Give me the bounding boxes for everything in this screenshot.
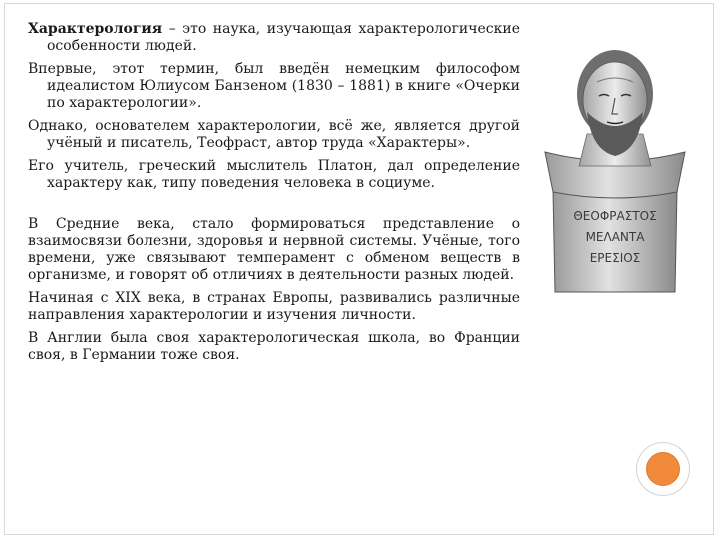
paragraph-schools: В Англии была своя характерологическая школа, во Франции своя, в Германии тоже своя.	[28, 330, 520, 363]
theophrastus-bust-image	[535, 42, 695, 298]
decorative-circle	[636, 442, 690, 496]
paragraph-xix-century: Начиная с XIX века, в странах Европы, развивались различные направления характерологии и изучения личности.	[28, 290, 520, 323]
inscription-line-3: ΕΡΕΣΙΟΣ	[589, 251, 641, 265]
inscription-line-1: ΘΕΟΦΡΑΣΤΟΣ	[573, 209, 657, 223]
paragraph-plato: Его учитель, греческий мыслитель Платон, дал определение характеру как, типу поведения человека в социуме.	[28, 158, 520, 191]
slide-text	[28, 21, 520, 370]
decorative-circle-fill	[646, 452, 680, 486]
paragraph-theophrastus: Однако, основателем характерологии, всё же, является другой учёный и писатель, Теофраст, автор труда «Характеры».	[28, 118, 520, 151]
term-characterology: Характерология	[28, 21, 163, 37]
paragraph-middle-ages: В Средние века, стало формироваться представление о взаимосвязи болезни, здоровья и нервной системы. Учёные, того времени, уже связывают темперамент с обменом веществ в организме, и говорят об отличиях в деятельности разных людей.	[28, 216, 520, 283]
paragraph-bahnsen: Впервые, этот термин, был введён немецким философом идеалистом Юлиусом Банзеном (1830 – 1881) в книге «Очерки по характерологии».	[28, 61, 520, 111]
inscription-line-2: ΜΕΛΑΝΤΑ	[585, 230, 645, 244]
paragraph-definition	[28, 21, 520, 55]
definition-text: – это наука, изучающая характерологические особенности людей.	[47, 21, 520, 54]
